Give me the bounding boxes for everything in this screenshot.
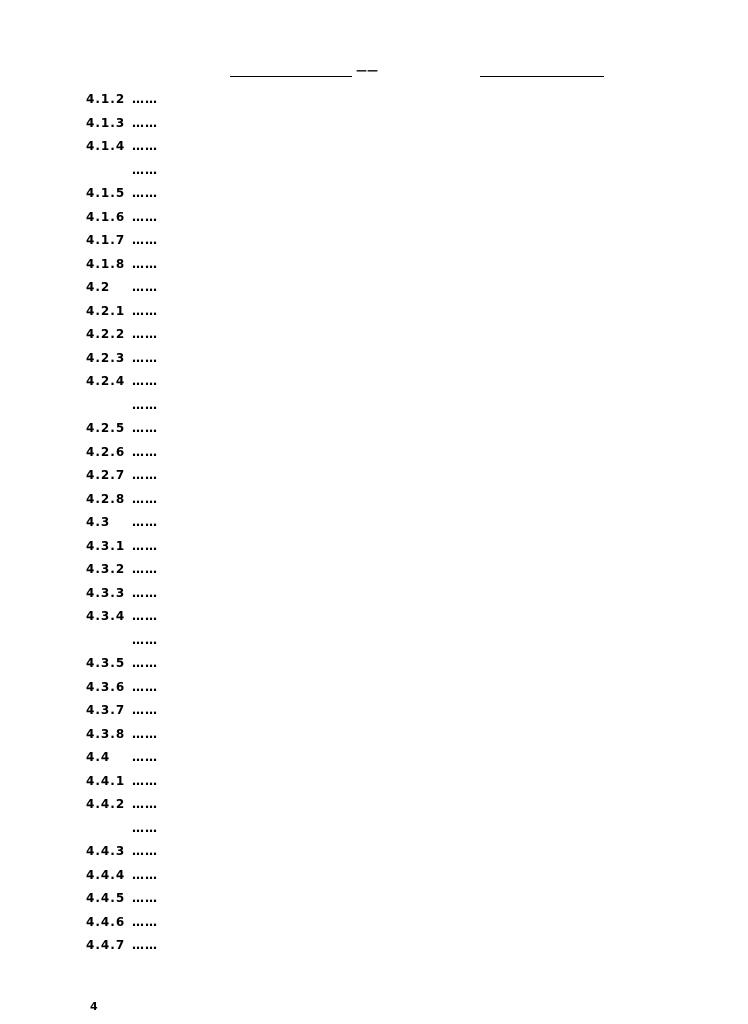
clause-text: …… — [132, 726, 158, 741]
clause-number: 4.3.1 — [86, 538, 126, 553]
clause-number: 4.3.5 — [86, 656, 126, 670]
clause-line — [86, 562, 710, 586]
clause-line — [86, 539, 710, 563]
clause-number: 4.2 — [86, 280, 111, 294]
clause-text: …… — [132, 703, 158, 717]
clause-number: 4.3.6 — [86, 679, 126, 694]
clause-line — [86, 703, 710, 727]
clause-number: 4.4.4 — [86, 867, 126, 882]
clause-text: …… — [132, 162, 158, 177]
clause-number: 4.3.3 — [86, 585, 126, 600]
document-body — [86, 92, 710, 962]
clause-number: 4.3.2 — [86, 562, 126, 576]
clause-line — [86, 116, 710, 140]
clause-number: 4.1.7 — [86, 233, 126, 247]
clause-number: 4.1.5 — [86, 186, 126, 200]
clause-number: 4.4 — [86, 750, 111, 764]
clause-line — [86, 92, 710, 116]
clause-text: …… — [132, 914, 158, 929]
clause-text: …… — [132, 679, 158, 694]
clause-number: 4.2.8 — [86, 491, 126, 506]
clause-number: 4.3.4 — [86, 609, 126, 623]
clause-text: …… — [132, 186, 158, 200]
clause-line — [86, 609, 710, 633]
clause-line — [86, 938, 710, 962]
clause-text: …… — [132, 797, 158, 811]
clause-number: 4.1.2 — [86, 92, 126, 106]
clause-line — [86, 750, 710, 774]
clause-text: …… — [132, 656, 158, 670]
clause-number: 4.2.6 — [86, 444, 126, 459]
clause-text: …… — [132, 209, 158, 224]
clause-line — [86, 868, 710, 892]
clause-number: 4.4.2 — [86, 797, 126, 811]
clause-number: 4.4.6 — [86, 914, 126, 929]
clause-text: …… — [132, 750, 158, 764]
clause-line — [86, 915, 710, 939]
clause-number: 4.4.3 — [86, 844, 126, 858]
page-number: 4 — [90, 1000, 98, 1013]
clause-number: 4.2.5 — [86, 421, 126, 435]
clause-line — [86, 656, 710, 680]
clause-number: 4.3.7 — [86, 703, 126, 717]
clause-line — [86, 210, 710, 234]
clause-number: 4.1.6 — [86, 209, 126, 224]
clause-number: 4.2.2 — [86, 327, 126, 341]
clause-number: 4.4.5 — [86, 891, 126, 905]
clause-line — [86, 891, 710, 915]
clause-continuation-line — [86, 821, 710, 845]
clause-text: …… — [132, 92, 158, 106]
clause-text: …… — [132, 562, 158, 576]
clause-text: …… — [132, 327, 158, 341]
clause-text: …… — [132, 280, 158, 294]
clause-number: 4.4.1 — [86, 773, 126, 788]
clause-text: …… — [132, 421, 158, 435]
clause-line — [86, 515, 710, 539]
clause-line — [86, 327, 710, 351]
clause-number: 4.3.8 — [86, 726, 126, 741]
header-title: —— — [356, 64, 378, 77]
clause-text: …… — [132, 115, 158, 130]
clause-continuation-line — [86, 163, 710, 187]
clause-number: 4.3 — [86, 515, 111, 529]
clause-number: 4.2.1 — [86, 303, 126, 318]
clause-line — [86, 233, 710, 257]
clause-line — [86, 351, 710, 375]
clause-line — [86, 445, 710, 469]
clause-line — [86, 797, 710, 821]
clause-continuation-line — [86, 633, 710, 657]
clause-number: 4.4.7 — [86, 938, 126, 952]
clause-text: …… — [132, 844, 158, 858]
clause-text: …… — [132, 867, 158, 882]
clause-line — [86, 280, 710, 304]
clause-text: …… — [132, 773, 158, 788]
clause-line — [86, 186, 710, 210]
clause-continuation-line — [86, 398, 710, 422]
clause-text: …… — [132, 891, 158, 905]
page-header — [0, 62, 748, 82]
clause-line — [86, 586, 710, 610]
clause-line — [86, 492, 710, 516]
clause-text: …… — [132, 585, 158, 600]
clause-text: …… — [132, 139, 158, 153]
clause-number: 4.1.3 — [86, 115, 126, 130]
clause-line — [86, 844, 710, 868]
clause-line — [86, 139, 710, 163]
header-rule-left — [230, 76, 352, 77]
clause-line — [86, 774, 710, 798]
clause-text: …… — [132, 303, 158, 318]
clause-line — [86, 374, 710, 398]
clause-line — [86, 468, 710, 492]
clause-number: 4.2.7 — [86, 468, 126, 482]
clause-text: …… — [132, 468, 158, 482]
header-rule-right — [480, 76, 604, 77]
clause-line — [86, 304, 710, 328]
clause-text: …… — [132, 233, 158, 247]
clause-text: …… — [132, 515, 158, 529]
clause-text: …… — [132, 538, 158, 553]
clause-text: …… — [132, 397, 158, 412]
clause-text: …… — [132, 938, 158, 952]
clause-line — [86, 421, 710, 445]
clause-text: …… — [132, 491, 158, 506]
clause-text: …… — [132, 609, 158, 623]
clause-number: 4.1.8 — [86, 256, 126, 271]
clause-line — [86, 680, 710, 704]
clause-text: …… — [132, 256, 158, 271]
clause-line — [86, 257, 710, 281]
clause-text: …… — [132, 820, 158, 835]
clause-text: …… — [132, 444, 158, 459]
clause-text: …… — [132, 350, 158, 365]
clause-text: …… — [132, 632, 158, 647]
clause-number: 4.2.3 — [86, 350, 126, 365]
clause-number: 4.2.4 — [86, 374, 126, 388]
clause-text: …… — [132, 374, 158, 388]
clause-line — [86, 727, 710, 751]
clause-number: 4.1.4 — [86, 139, 126, 153]
